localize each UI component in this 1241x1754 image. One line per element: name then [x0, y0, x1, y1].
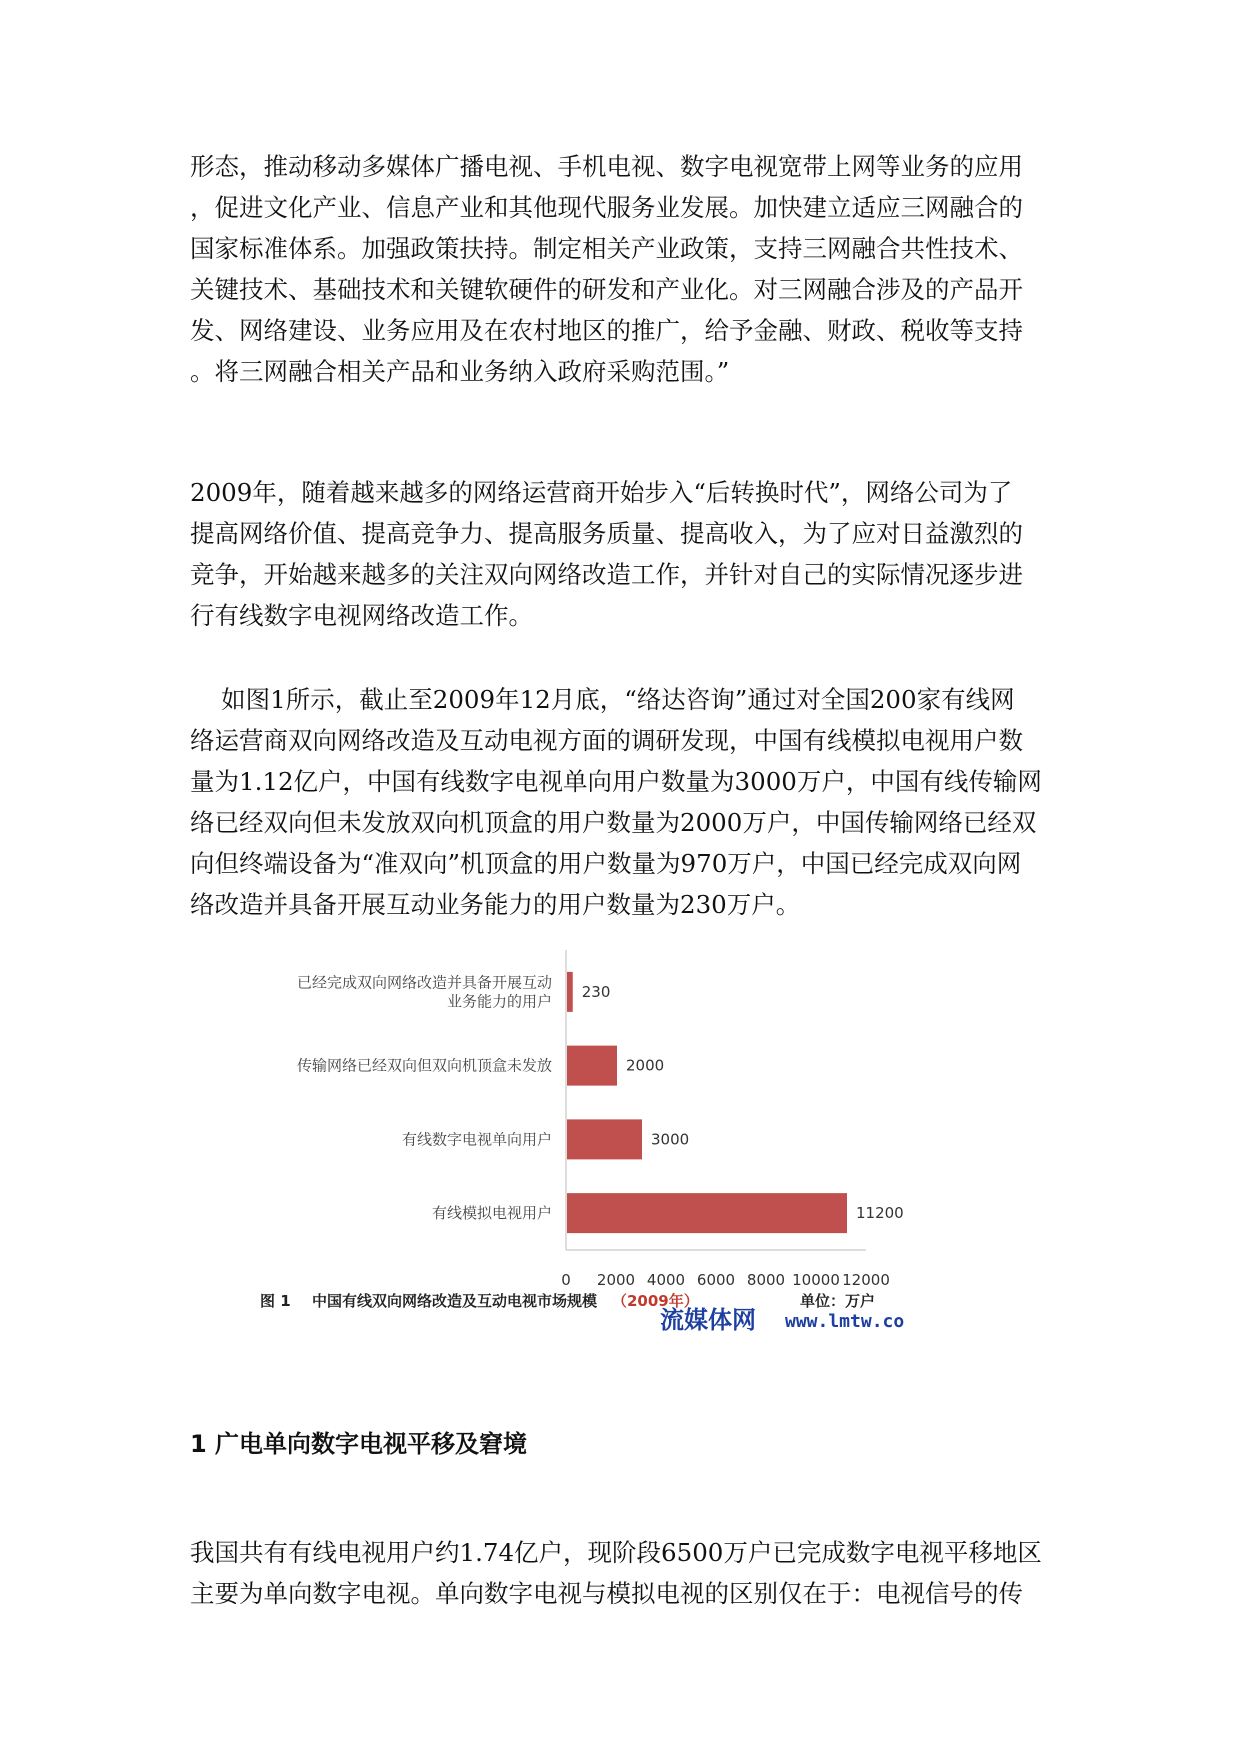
text-line: 络已经双向但未发放双向机顶盒的用户数量为2000万户，中国传输网络已经双 [190, 808, 1037, 837]
figure-1 [240, 945, 960, 1350]
watermark-url: www.lmtw.co [785, 1311, 905, 1332]
category-label: 业务能力的用户 [446, 992, 552, 1011]
bar [567, 1119, 642, 1159]
category-label: 有线模拟电视用户 [431, 1204, 552, 1223]
bar [567, 972, 573, 1012]
figure-caption-year: （2009年） [612, 1292, 699, 1310]
category-label: 传输网络已经双向但双向机顶盒未发放 [296, 1056, 552, 1075]
text-line: 如图1所示，截止至2009年12月底，“络达咨询”通过对全国200家有线网 [190, 685, 1015, 714]
x-tick-label: 8000 [746, 1271, 786, 1289]
figure-caption-prefix: 图 1 [260, 1292, 291, 1310]
text-line: 我国共有有线电视用户约1.74亿户，现阶段6500万户已完成数字电视平移地区 [190, 1538, 1042, 1567]
text-line: 发、网络建设、业务应用及在农村地区的推广，给予金融、财政、税收等支持 [190, 316, 1023, 345]
category-label: 有线数字电视单向用户 [401, 1130, 552, 1149]
section-paragraph [190, 1532, 1050, 1614]
text-line: 提高网络价值、提高竞争力、提高服务质量、提高收入，为了应对日益激烈的 [190, 519, 1023, 548]
text-line: 形态，推动移动多媒体广播电视、手机电视、数字电视宽带上网等业务的应用 [190, 152, 1023, 181]
bar-value-label: 11200 [856, 1204, 904, 1223]
text-line: 竞争，开始越来越多的关注双向网络改造工作，并针对自己的实际情况逐步进 [190, 560, 1023, 589]
text-line: ，促进文化产业、信息产业和其他现代服务业发展。加快建立适应三网融合的 [190, 193, 1023, 222]
x-tick-label: 0 [561, 1271, 571, 1289]
survey-paragraph [190, 679, 1050, 925]
x-tick-label: 2000 [596, 1271, 636, 1289]
x-tick-label: 4000 [646, 1271, 686, 1289]
text-line: 。将三网融合相关产品和业务纳入政府采购范围。” [190, 357, 730, 386]
text-line: 主要为单向数字电视。单向数字电视与模拟电视的区别仅在于：电视信号的传 [190, 1579, 1023, 1608]
bar-value-label: 3000 [651, 1130, 690, 1149]
bar [567, 1193, 847, 1233]
section-heading: 1 广电单向数字电视平移及窘境 [190, 1430, 528, 1458]
text-line: 向但终端设备为“准双向”机顶盒的用户数量为970万户，中国已经完成双向网 [190, 849, 1022, 878]
text-line: 络运营商双向网络改造及互动电视方面的调研发现，中国有线模拟电视用户数 [190, 726, 1023, 755]
text-line: 国家标准体系。加强政策扶持。制定相关产业政策，支持三网融合共性技术、 [190, 234, 1023, 263]
text-line: 量为1.12亿户，中国有线数字电视单向用户数量为3000万户，中国有线传输网 [190, 767, 1042, 796]
text-line: 行有线数字电视网络改造工作。 [190, 601, 533, 630]
chart-plot-area [297, 950, 904, 1289]
x-tick-label: 12000 [842, 1271, 890, 1289]
bar-value-label: 230 [581, 982, 611, 1001]
figure-caption-title: 中国有线双向网络改造及互动电视市场规模 [312, 1292, 598, 1310]
text-line: 2009年，随着越来越多的网络运营商开始步入“后转换时代”，网络公司为了 [190, 478, 1013, 507]
watermark-site-name: 流媒体网 [660, 1305, 756, 1334]
bar-value-label: 2000 [626, 1056, 665, 1075]
figure-caption-unit: 单位：万户 [800, 1292, 876, 1310]
text-line: 关键技术、基础技术和关键软硬件的研发和产业化。对三网融合涉及的产品开 [190, 275, 1023, 304]
bar-chart [240, 945, 960, 1350]
category-label: 已经完成双向网络改造并具备开展互动 [296, 973, 552, 992]
bar [567, 1046, 617, 1086]
x-tick-label: 10000 [792, 1271, 840, 1289]
policy-paragraph [190, 146, 1050, 392]
text-line: 络改造并具备开展互动业务能力的用户数量为230万户。 [190, 890, 801, 919]
x-tick-label: 6000 [696, 1271, 736, 1289]
intro-paragraph [190, 472, 1050, 636]
